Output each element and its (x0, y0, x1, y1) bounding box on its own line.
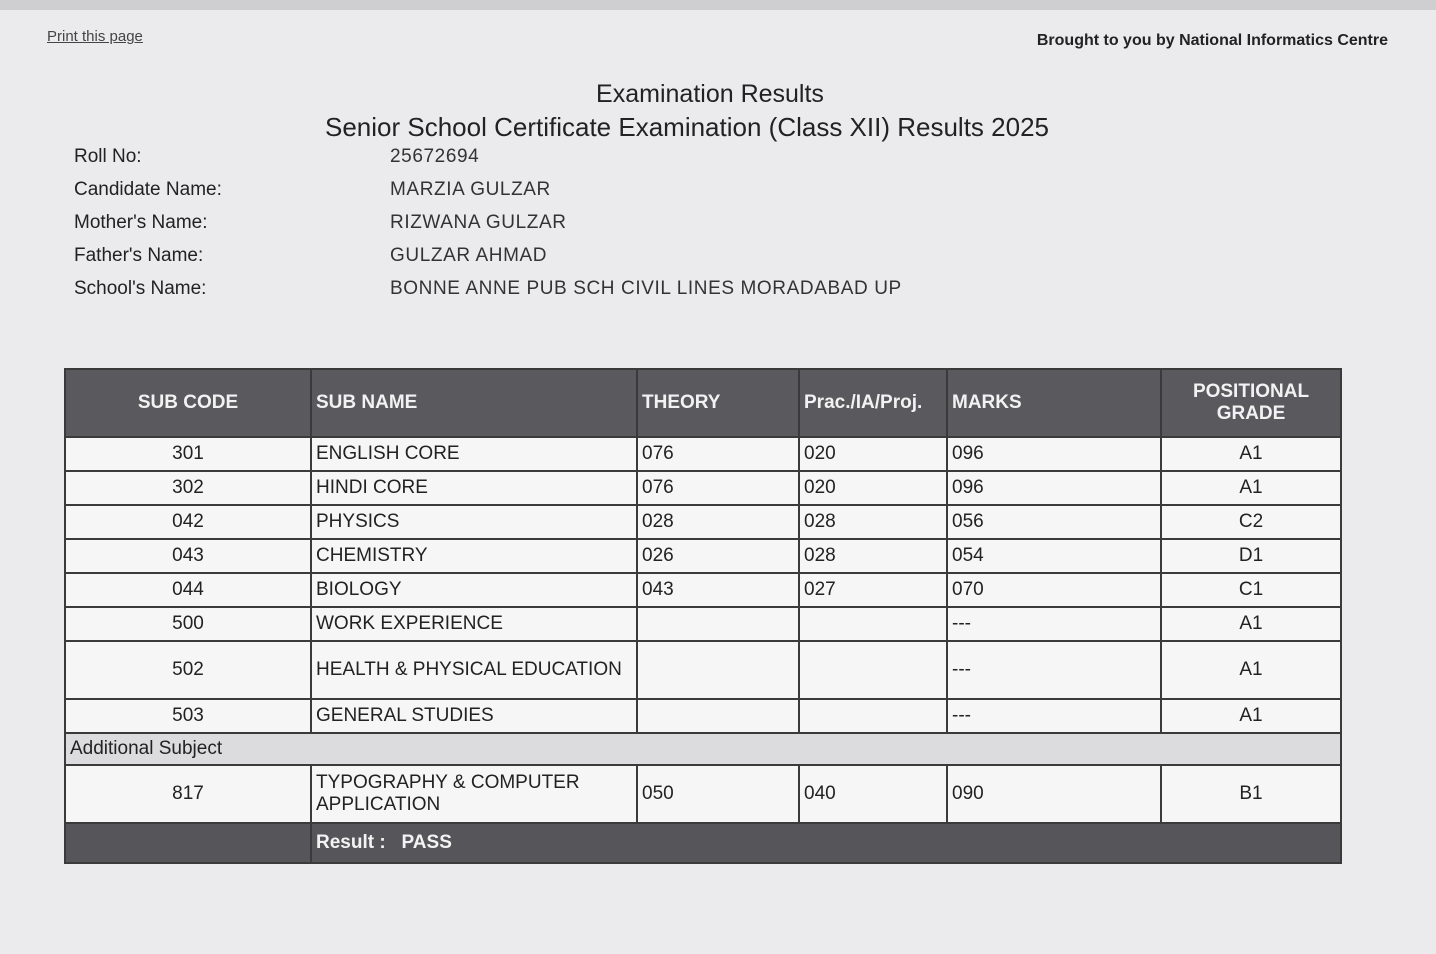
result-value: PASS (401, 832, 452, 853)
sub-code-cell: 503 (65, 699, 311, 733)
theory-cell (637, 607, 799, 641)
additional-subject-label: Additional Subject (65, 733, 1341, 765)
school-name-value: BONNE ANNE PUB SCH CIVIL LINES MORADABAD UP (390, 277, 902, 299)
sub-code-cell: 502 (65, 641, 311, 699)
marks-cell: 096 (947, 471, 1161, 505)
sub-code-cell: 500 (65, 607, 311, 641)
prac-cell: 028 (799, 539, 947, 573)
table-header-row (65, 369, 1341, 437)
theory-cell (637, 699, 799, 733)
sub-name-cell: WORK EXPERIENCE (311, 607, 637, 641)
prac-cell: 027 (799, 573, 947, 607)
prac-cell: 020 (799, 437, 947, 471)
theory-cell: 043 (637, 573, 799, 607)
table-row (65, 573, 1341, 607)
sub-code-cell: 044 (65, 573, 311, 607)
additional-subject-row (65, 733, 1341, 765)
grade-cell: A1 (1161, 699, 1341, 733)
top-band (0, 0, 1436, 10)
sub-code-cell: 043 (65, 539, 311, 573)
table-row (65, 505, 1341, 539)
table-row (65, 765, 1341, 823)
result-row (65, 823, 1341, 863)
prac-cell (799, 641, 947, 699)
col-header-theory: THEORY (637, 369, 799, 437)
table-row (65, 437, 1341, 471)
sub-name-cell: TYPOGRAPHY & COMPUTER APPLICATION (311, 765, 637, 823)
table-row (65, 539, 1341, 573)
sub-name-cell: ENGLISH CORE (311, 437, 637, 471)
mother-name-value: RIZWANA GULZAR (390, 211, 567, 233)
exam-title: Senior School Certificate Examination (Class XII) Results 2025 (325, 112, 1049, 142)
marks-cell: --- (947, 699, 1161, 733)
print-page-link[interactable]: Print this page (47, 28, 143, 45)
marks-cell: 056 (947, 505, 1161, 539)
table-row (65, 607, 1341, 641)
grade-cell: A1 (1161, 607, 1341, 641)
father-name-value: GULZAR AHMAD (390, 244, 548, 266)
grade-cell: C2 (1161, 505, 1341, 539)
prac-cell: 040 (799, 765, 947, 823)
marks-cell: --- (947, 641, 1161, 699)
grade-cell: C1 (1161, 573, 1341, 607)
result-label: Result : (316, 832, 386, 853)
table-row (65, 699, 1341, 733)
sub-name-cell: CHEMISTRY (311, 539, 637, 573)
sub-name-cell: HEALTH & PHYSICAL EDUCATION (311, 641, 637, 699)
grade-cell: D1 (1161, 539, 1341, 573)
page-title: Examination Results (596, 80, 824, 108)
candidate-name-value: MARZIA GULZAR (390, 178, 551, 200)
marks-cell: --- (947, 607, 1161, 641)
prac-cell (799, 607, 947, 641)
candidate-info (74, 140, 902, 305)
col-header-prac: Prac./IA/Proj. (799, 369, 947, 437)
table-row (65, 641, 1341, 699)
sub-name-cell: PHYSICS (311, 505, 637, 539)
result-cell (311, 823, 1341, 863)
info-label: Father's Name: (74, 244, 204, 266)
prac-cell: 020 (799, 471, 947, 505)
marks-cell: 054 (947, 539, 1161, 573)
theory-cell: 076 (637, 471, 799, 505)
sub-code-cell: 042 (65, 505, 311, 539)
col-header-code: SUB CODE (65, 369, 311, 437)
table-row (65, 471, 1341, 505)
info-label: Mother's Name: (74, 211, 208, 233)
grade-cell: B1 (1161, 765, 1341, 823)
info-label: Roll No: (74, 145, 142, 167)
theory-cell: 026 (637, 539, 799, 573)
info-label: School's Name: (74, 277, 207, 299)
roll-no-row (74, 140, 902, 173)
sub-code-cell: 817 (65, 765, 311, 823)
marks-cell: 070 (947, 573, 1161, 607)
sub-name-cell: BIOLOGY (311, 573, 637, 607)
theory-cell (637, 641, 799, 699)
credit-text: Brought to you by National Informatics Centre (1036, 32, 1388, 49)
col-header-grade: POSITIONAL GRADE (1161, 369, 1341, 437)
col-header-marks: MARKS (947, 369, 1161, 437)
prac-cell (799, 699, 947, 733)
sub-name-cell: GENERAL STUDIES (311, 699, 637, 733)
marks-cell: 090 (947, 765, 1161, 823)
grade-cell: A1 (1161, 437, 1341, 471)
theory-cell: 050 (637, 765, 799, 823)
father-name-row (74, 239, 902, 272)
sub-code-cell: 302 (65, 471, 311, 505)
sub-name-cell: HINDI CORE (311, 471, 637, 505)
marks-cell: 096 (947, 437, 1161, 471)
theory-cell: 028 (637, 505, 799, 539)
grade-cell: A1 (1161, 471, 1341, 505)
result-spacer (65, 823, 311, 863)
school-name-row (74, 272, 902, 305)
theory-cell: 076 (637, 437, 799, 471)
roll-no-value: 25672694 (390, 145, 480, 167)
col-header-name: SUB NAME (311, 369, 637, 437)
candidate-name-row (74, 173, 902, 206)
prac-cell: 028 (799, 505, 947, 539)
results-table (64, 368, 1342, 864)
sub-code-cell: 301 (65, 437, 311, 471)
info-label: Candidate Name: (74, 178, 222, 200)
grade-cell: A1 (1161, 641, 1341, 699)
mother-name-row (74, 206, 902, 239)
